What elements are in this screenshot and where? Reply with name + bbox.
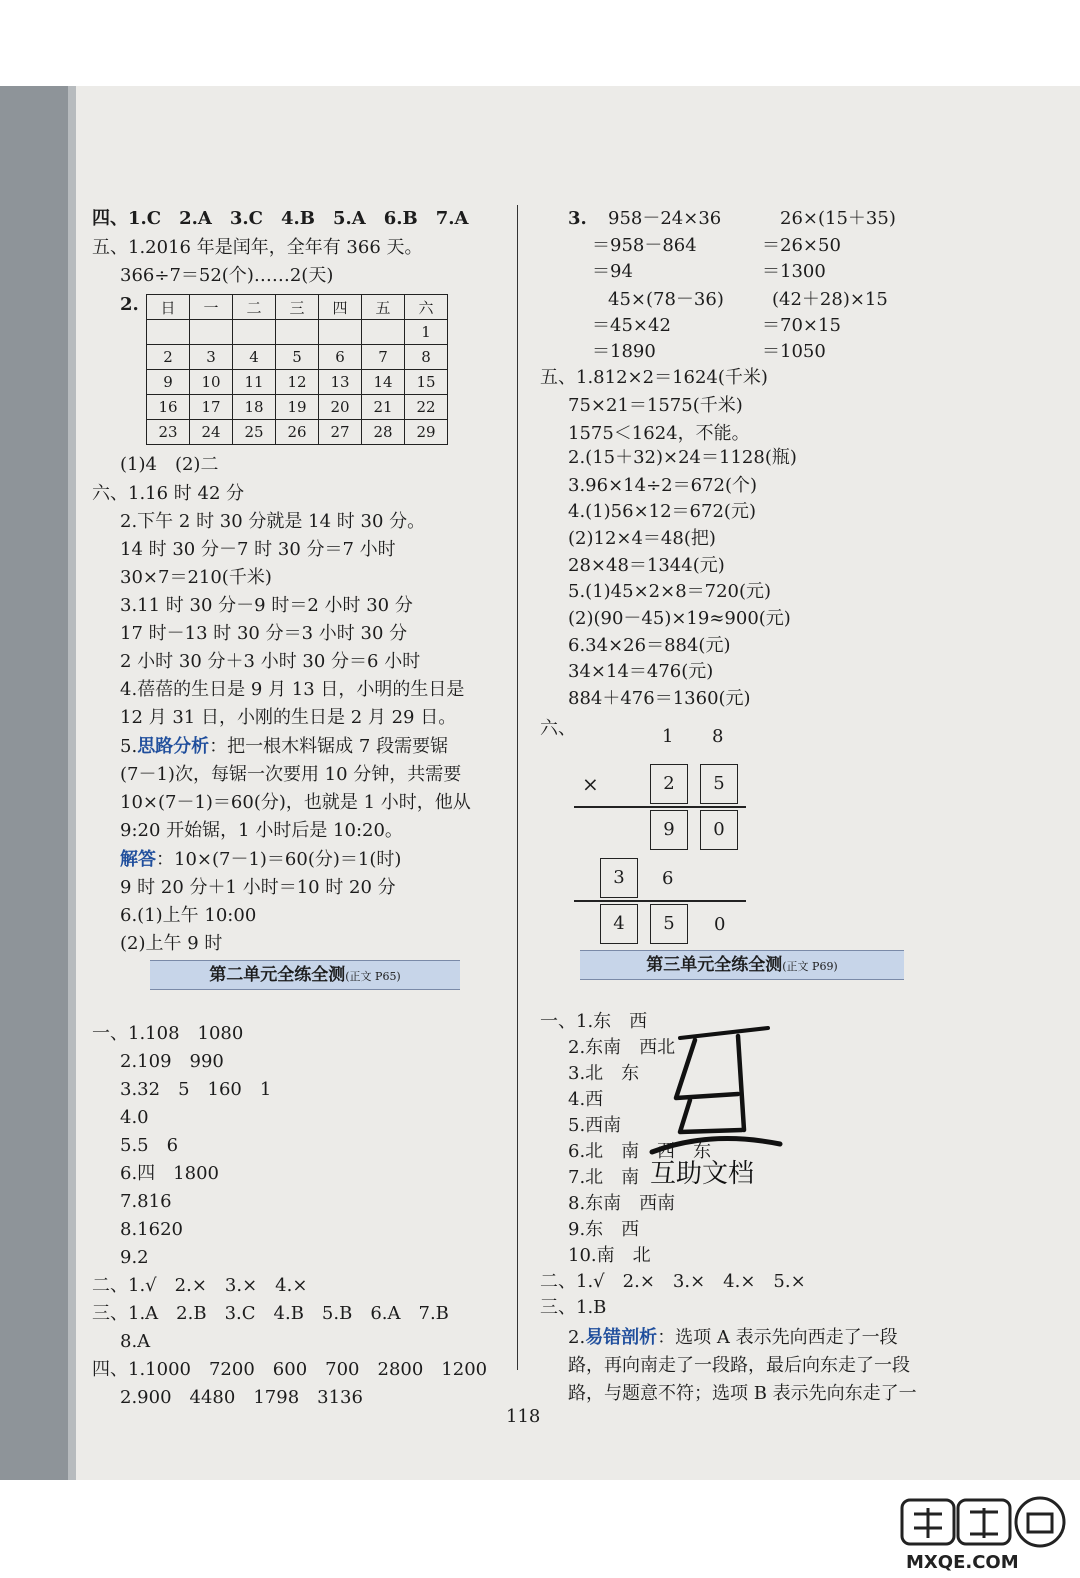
unit2-banner-title: 第二单元全练全测 (209, 965, 346, 985)
corner-logo (898, 1494, 1074, 1574)
answer-line: 4.蓓蓓的生日是 9 月 13 日，小明的生日是 (120, 679, 465, 700)
calendar-cell: 8 (405, 345, 448, 370)
answer-line: 884＋476＝1360(元) (568, 688, 751, 709)
answer-line: 五、1.812×2＝1624(千米) (540, 367, 768, 388)
calendar-cell: 10 (190, 370, 233, 395)
unit3-banner (580, 950, 904, 980)
answer-line: 一、1.108 1080 (92, 1023, 244, 1044)
answer-line: 三、1.B (540, 1297, 607, 1318)
answer-line: (7－1)次，每锯一次要用 10 分钟，共需要 (120, 764, 462, 785)
digit-box: 0 (700, 810, 738, 850)
error-analysis-text: ：选项 A 表示先向西走了一段 (657, 1327, 898, 1348)
answer-line: 6.北 南 西 东 (568, 1141, 712, 1162)
answer-line: 2.900 4480 1798 3136 (120, 1387, 363, 1408)
sum-line (574, 900, 746, 902)
answer-line: 六、1.16 时 42 分 (92, 483, 245, 504)
calendar-cell: 12 (276, 370, 319, 395)
answer-line (120, 848, 401, 872)
analysis-text: ：把一根木料锯成 7 段需要锯 (209, 736, 449, 757)
calendar-cell: 29 (405, 420, 448, 445)
answer-line: 3.北 东 (568, 1063, 640, 1084)
calendar-cell (362, 320, 405, 345)
answer-line: 6.34×26＝884(元) (568, 635, 731, 656)
calendar-row (147, 420, 448, 445)
calendar-cell (190, 320, 233, 345)
product-line (574, 806, 746, 808)
calendar-cell: 15 (405, 370, 448, 395)
calendar-header-cell: 六 (405, 295, 448, 320)
top-margin (0, 0, 1080, 86)
answer-line: 9.东 西 (568, 1219, 640, 1240)
answer-line: (2)上午 9 时 (120, 933, 223, 954)
column-divider (517, 205, 518, 1370)
error-analysis-label: 易错剖析 (585, 1327, 658, 1348)
calendar-cell: 23 (147, 420, 190, 445)
answer-line: 4.0 (120, 1107, 149, 1128)
item-number: 5. (120, 736, 138, 757)
calendar-cell: 28 (362, 420, 405, 445)
svg-text:MXQE.COM: MXQE.COM (906, 1552, 1019, 1573)
calc-line: ＝70×15 (762, 315, 841, 336)
calendar-cell: 27 (319, 420, 362, 445)
answer-line: 9:20 开始锯，1 小时后是 10:20。 (120, 820, 403, 841)
calendar-row (147, 370, 448, 395)
calendar-cell: 24 (190, 420, 233, 445)
digit-box: 2 (650, 764, 688, 804)
digit-box: 4 (600, 904, 638, 944)
answer-line: 30×7＝210(千米) (120, 567, 272, 588)
calendar-cell (233, 320, 276, 345)
answer-line: 75×21＝1575(千米) (568, 395, 743, 416)
analysis-label: 思路分析 (137, 736, 210, 757)
calendar-cell: 5 (276, 345, 319, 370)
calc-line: ＝94 (592, 261, 633, 282)
answer-line: 五、1.2016 年是闰年，全年有 366 天。 (92, 237, 423, 258)
answer-line: 二、1.√ 2.× 3.× 4.× (92, 1275, 308, 1296)
calc-line: ＝26×50 (762, 235, 841, 256)
answer-line: 4.(1)56×12＝672(元) (568, 501, 756, 522)
calc-line: ＝1890 (592, 341, 656, 362)
calendar-cell (147, 320, 190, 345)
calendar-cell: 6 (319, 345, 362, 370)
answer-line: (2)(90－45)×19≈900(元) (568, 608, 791, 629)
calendar-header-cell: 四 (319, 295, 362, 320)
answer-line: 7.北 南 (568, 1167, 640, 1188)
calendar-cell: 22 (405, 395, 448, 420)
answer-line: 四、1.C 2.A 3.C 4.B 5.A 6.B 7.A (92, 208, 469, 229)
calc-line: 958－24×36 (608, 208, 722, 229)
multiplicand-digit: 1 (662, 726, 674, 747)
calendar-table (146, 294, 448, 445)
answer-line: 4.西 (568, 1089, 604, 1110)
answer-label: 2. (120, 294, 139, 315)
answer-line: 12 月 31 日，小刚的生日是 2 月 29 日。 (120, 707, 457, 728)
answer-line: 3.11 时 30 分－9 时＝2 小时 30 分 (120, 595, 413, 616)
answer-line: 路，再向南走了一段路，最后向东走了一段 (568, 1355, 910, 1376)
answer-line: (1)4 (2)二 (120, 454, 219, 475)
page-number: 118 (506, 1406, 541, 1427)
calendar-cell: 14 (362, 370, 405, 395)
book-spine-shadow (0, 86, 74, 1480)
answer-line: 8.东南 西南 (568, 1193, 676, 1214)
calendar-cell (276, 320, 319, 345)
times-sign: × (582, 772, 599, 796)
calendar-cell: 26 (276, 420, 319, 445)
answer-line: 3.96×14÷2＝672(个) (568, 475, 757, 496)
digit-box: 5 (650, 904, 688, 944)
spine-edge (68, 86, 76, 1480)
answer-line: 14 时 30 分－7 时 30 分＝7 小时 (120, 539, 396, 560)
answer-line: 7.816 (120, 1191, 172, 1212)
answer-line: 2.(15＋32)×24＝1128(瓶) (568, 447, 797, 468)
calendar-header-cell: 二 (233, 295, 276, 320)
calendar-cell: 18 (233, 395, 276, 420)
answer-line: 5.(1)45×2×8＝720(元) (568, 581, 772, 602)
answer-line: 9 时 20 分＋1 小时＝10 时 20 分 (120, 877, 396, 898)
answer-label: 3. (568, 208, 587, 229)
answer-line: 1575＜1624，不能。 (568, 423, 750, 444)
calendar-cell: 21 (362, 395, 405, 420)
answer-line: 10×(7－1)＝60(分)，也就是 1 小时，他从 (120, 792, 471, 813)
answer-line: 四、1.1000 7200 600 700 2800 1200 (92, 1359, 488, 1380)
answer-line: 2.109 990 (120, 1051, 224, 1072)
calc-line: ＝1300 (762, 261, 826, 282)
answer-line: 路，与题意不符；选项 B 表示先向东走了一 (568, 1383, 917, 1404)
answer-line: 2.下午 2 时 30 分就是 14 时 30 分。 (120, 511, 426, 532)
calendar-header-cell: 日 (147, 295, 190, 320)
calc-line: 45×(78－36) (608, 289, 724, 310)
answer-line: 6.四 1800 (120, 1163, 219, 1184)
calendar-header-cell: 三 (276, 295, 319, 320)
answer-line: (2)12×4＝48(把) (568, 528, 716, 549)
multiplicand-digit: 8 (712, 726, 724, 747)
answer-line: 二、1.√ 2.× 3.× 4.× 5.× (540, 1271, 806, 1292)
calendar-cell (319, 320, 362, 345)
calendar-cell: 2 (147, 345, 190, 370)
answer-line: 9.2 (120, 1247, 149, 1268)
calendar-cell: 25 (233, 420, 276, 445)
item-number: 2. (568, 1327, 586, 1348)
calendar-cell: 13 (319, 370, 362, 395)
calc-line: 26×(15＋35) (780, 208, 896, 229)
answer-line: 8.A (120, 1331, 151, 1352)
answer-line: 2.东南 西北 (568, 1037, 676, 1058)
calendar-row (147, 320, 448, 345)
digit-box: 5 (700, 764, 738, 804)
calendar-cell: 1 (405, 320, 448, 345)
calendar-row (147, 345, 448, 370)
calendar-body (147, 320, 448, 445)
calendar-cell: 11 (233, 370, 276, 395)
answer-line: 8.1620 (120, 1219, 183, 1240)
calendar-row (147, 395, 448, 420)
digit-box: 9 (650, 810, 688, 850)
watermark-text: 互助文档 (650, 1159, 755, 1189)
answer-line: 17 时－13 时 30 分＝3 小时 30 分 (120, 623, 408, 644)
calc-line: (42＋28)×15 (772, 289, 888, 310)
calc-line: ＝45×42 (592, 315, 671, 336)
calendar-header-row (147, 295, 448, 320)
partial-digit: 6 (662, 868, 674, 889)
unit2-banner-ref: (正文 P65) (345, 970, 401, 983)
solution-label: 解答 (120, 849, 156, 870)
answer-line: 5.5 6 (120, 1135, 179, 1156)
unit3-banner-title: 第三单元全练全测 (646, 955, 783, 975)
calendar-cell: 7 (362, 345, 405, 370)
calendar-header-cell: 一 (190, 295, 233, 320)
answer-line (568, 1326, 898, 1350)
watermark-logo (640, 1020, 800, 1190)
calc-line: ＝1050 (762, 341, 826, 362)
answer-line (120, 735, 448, 759)
answer-line: 34×14＝476(元) (568, 661, 714, 682)
calendar-cell: 9 (147, 370, 190, 395)
calendar-cell: 3 (190, 345, 233, 370)
calc-line: ＝958－864 (592, 235, 697, 256)
calendar-cell: 19 (276, 395, 319, 420)
answer-line: 三、1.A 2.B 3.C 4.B 5.B 6.A 7.B (92, 1303, 449, 1324)
digit-box: 3 (600, 858, 638, 898)
solution-text: ：10×(7－1)＝60(分)＝1(时) (156, 849, 402, 870)
unit2-banner (150, 960, 460, 990)
answer-line: 366÷7＝52(个)……2(天) (120, 265, 334, 286)
answer-line: 28×48＝1344(元) (568, 555, 725, 576)
calendar-cell: 17 (190, 395, 233, 420)
answer-line: 2 小时 30 分＋3 小时 30 分＝6 小时 (120, 651, 421, 672)
unit3-banner-ref: (正文 P69) (782, 960, 838, 973)
result-digit: 0 (714, 914, 726, 935)
calendar-header-cell: 五 (362, 295, 405, 320)
answer-line: 5.西南 (568, 1115, 622, 1136)
calendar-cell: 4 (233, 345, 276, 370)
answer-label: 六、 (540, 718, 576, 739)
answer-line: 3.32 5 160 1 (120, 1079, 272, 1100)
calendar-cell: 16 (147, 395, 190, 420)
answer-line: 一、1.东 西 (540, 1011, 648, 1032)
answer-line: 10.南 北 (568, 1245, 651, 1266)
answer-line: 6.(1)上午 10:00 (120, 905, 257, 926)
calendar-cell: 20 (319, 395, 362, 420)
